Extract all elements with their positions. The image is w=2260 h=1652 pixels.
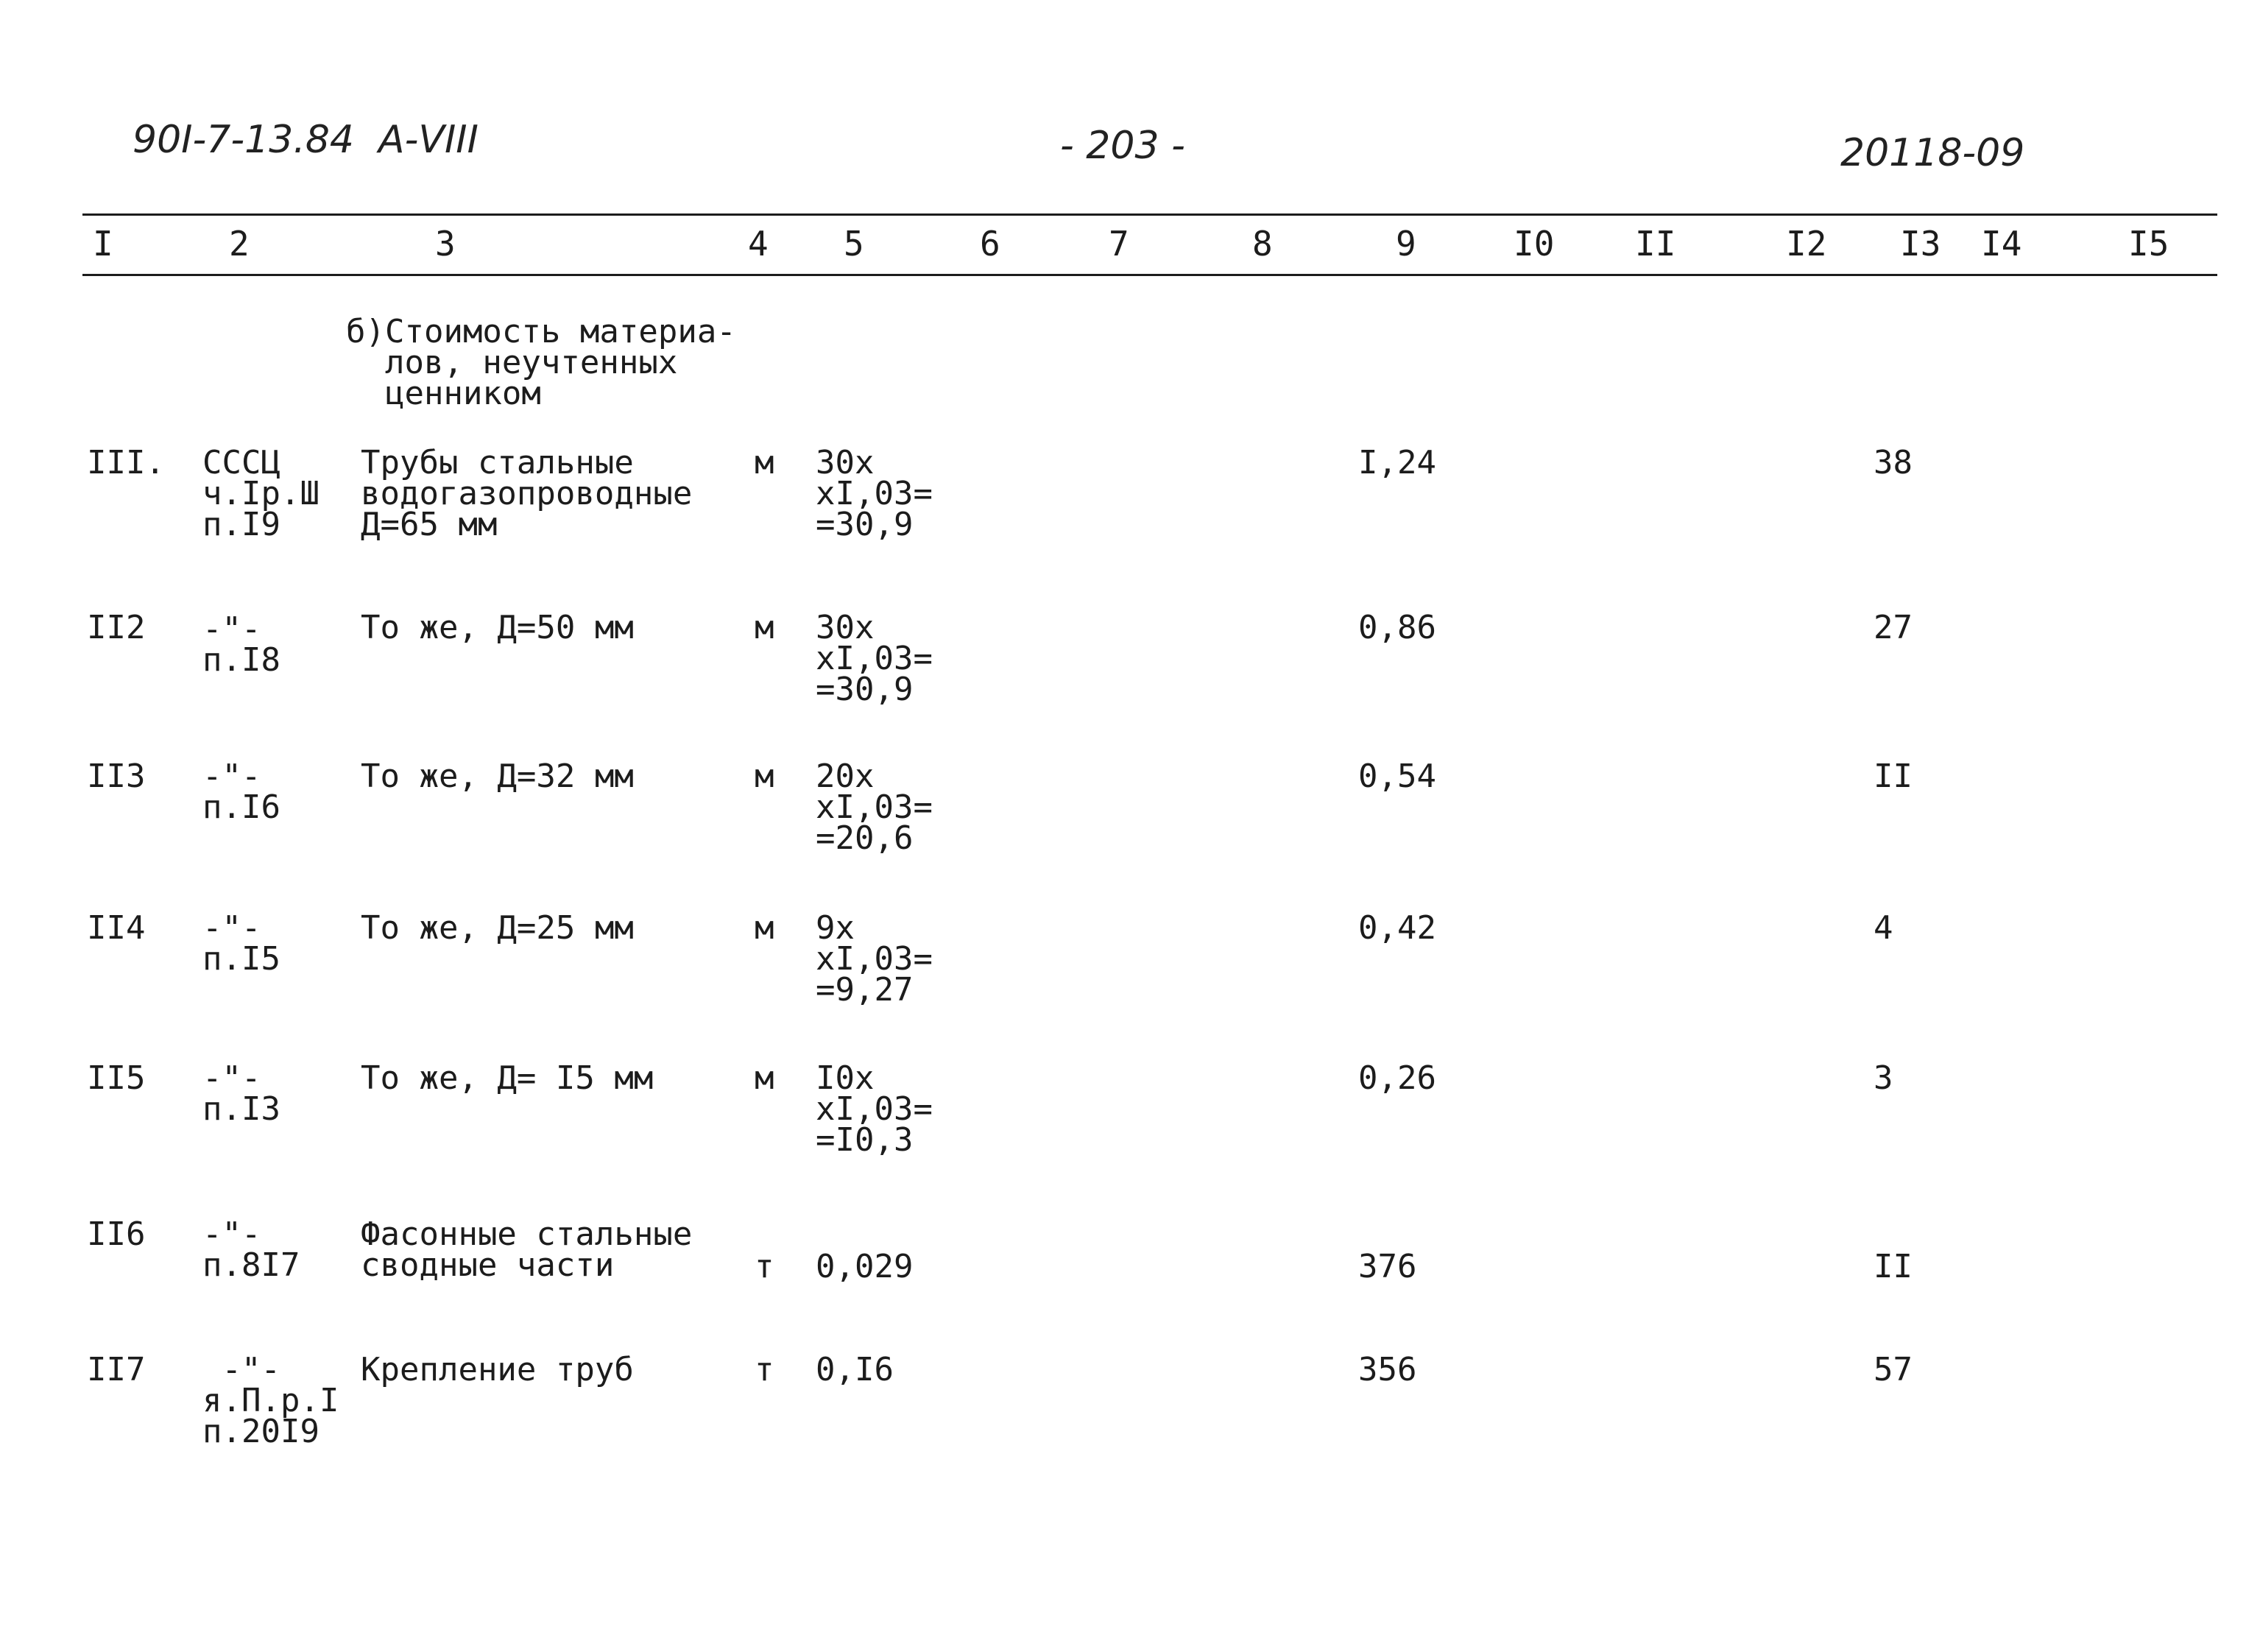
cell-ref: СССЦ ч.Iр.Ш п.I9: [202, 444, 319, 543]
cell-total: II: [1874, 1248, 1913, 1285]
cell-total: 27: [1874, 609, 1913, 646]
column-header-10: I0: [1514, 224, 1555, 264]
cell-unit: м: [755, 444, 774, 481]
cell-price: 356: [1358, 1351, 1417, 1388]
cell-num: II5: [87, 1059, 146, 1097]
column-header-1: I: [93, 224, 113, 264]
cell-price: 376: [1358, 1248, 1417, 1285]
column-header-9: 9: [1396, 224, 1416, 264]
cell-qty: I0х хI,03= =I0,3: [816, 1059, 933, 1159]
cell-qty: 30х хI,03= =30,9: [816, 444, 933, 543]
cell-name: То же, Д= I5 мм: [361, 1059, 654, 1097]
cell-name: Трубы стальные водогазопроводные Д=65 мм: [361, 444, 693, 543]
cell-unit: м: [755, 758, 774, 795]
cell-total: II: [1874, 758, 1913, 795]
column-header-12: I2: [1786, 224, 1827, 264]
column-header-3: 3: [435, 224, 456, 264]
cell-total: 4: [1874, 909, 1893, 947]
column-header-8: 8: [1252, 224, 1273, 264]
cell-price: 0,86: [1358, 609, 1436, 646]
cell-name: То же, Д=50 мм: [361, 609, 634, 646]
cell-ref: -"- п.I8: [202, 610, 280, 679]
section-title: б)Стоимость материа- лов, неучтенных ценником: [346, 313, 736, 412]
cell-name: То же, Д=32 мм: [361, 758, 634, 795]
cell-qty: 0,029: [816, 1248, 914, 1285]
column-header-2: 2: [229, 224, 250, 264]
cell-num: II6: [87, 1215, 146, 1253]
cell-unit: т: [755, 1248, 774, 1285]
header-top-rule: [82, 213, 2217, 216]
page-number: - 203 -: [1060, 124, 1185, 168]
cell-num: II4: [87, 909, 146, 947]
cell-unit: м: [755, 609, 774, 646]
cell-num: II7: [87, 1351, 146, 1388]
cell-num: II3: [87, 758, 146, 795]
column-header-11: II: [1635, 224, 1676, 264]
cell-unit: т: [755, 1351, 774, 1388]
cell-total: 3: [1874, 1059, 1893, 1097]
column-header-14: I4: [1981, 224, 2022, 264]
cell-total: 38: [1874, 444, 1913, 481]
cell-ref: -"- я.П.р.I п.20I9: [202, 1351, 339, 1450]
column-header-6: 6: [980, 224, 1000, 264]
column-header-13: I3: [1900, 224, 1941, 264]
cell-qty: 20х хI,03= =20,6: [816, 758, 933, 857]
cell-name: Крепление труб: [361, 1351, 634, 1388]
doc-code: 90I-7-13.84 А-VIII: [133, 118, 479, 162]
cell-total: 57: [1874, 1351, 1913, 1388]
cell-name: Фасонные стальные сводные части: [361, 1215, 693, 1284]
column-header-7: 7: [1109, 224, 1129, 264]
cell-num: II2: [87, 609, 146, 646]
cell-name: То же, Д=25 мм: [361, 909, 634, 947]
cell-price: 0,54: [1358, 758, 1436, 795]
column-header-4: 4: [748, 224, 769, 264]
header-bottom-rule: [82, 274, 2217, 276]
column-header-15: I5: [2128, 224, 2169, 264]
cell-ref: -"- п.8I7: [202, 1215, 300, 1284]
cell-qty: 9х хI,03= =9,27: [816, 909, 933, 1009]
cell-unit: м: [755, 1059, 774, 1097]
sheet-code: 20118-09: [1840, 131, 2025, 175]
cell-ref: -"- п.I6: [202, 758, 280, 826]
cell-price: 0,42: [1358, 909, 1436, 947]
cell-qty: 30х хI,03= =30,9: [816, 609, 933, 708]
cell-ref: -"- п.I3: [202, 1059, 280, 1128]
cell-price: I,24: [1358, 444, 1436, 481]
cell-qty: 0,I6: [816, 1351, 894, 1388]
column-header-5: 5: [844, 224, 864, 264]
cell-ref: -"- п.I5: [202, 909, 280, 978]
cell-num: III.: [87, 444, 165, 481]
cell-price: 0,26: [1358, 1059, 1436, 1097]
cell-unit: м: [755, 909, 774, 947]
